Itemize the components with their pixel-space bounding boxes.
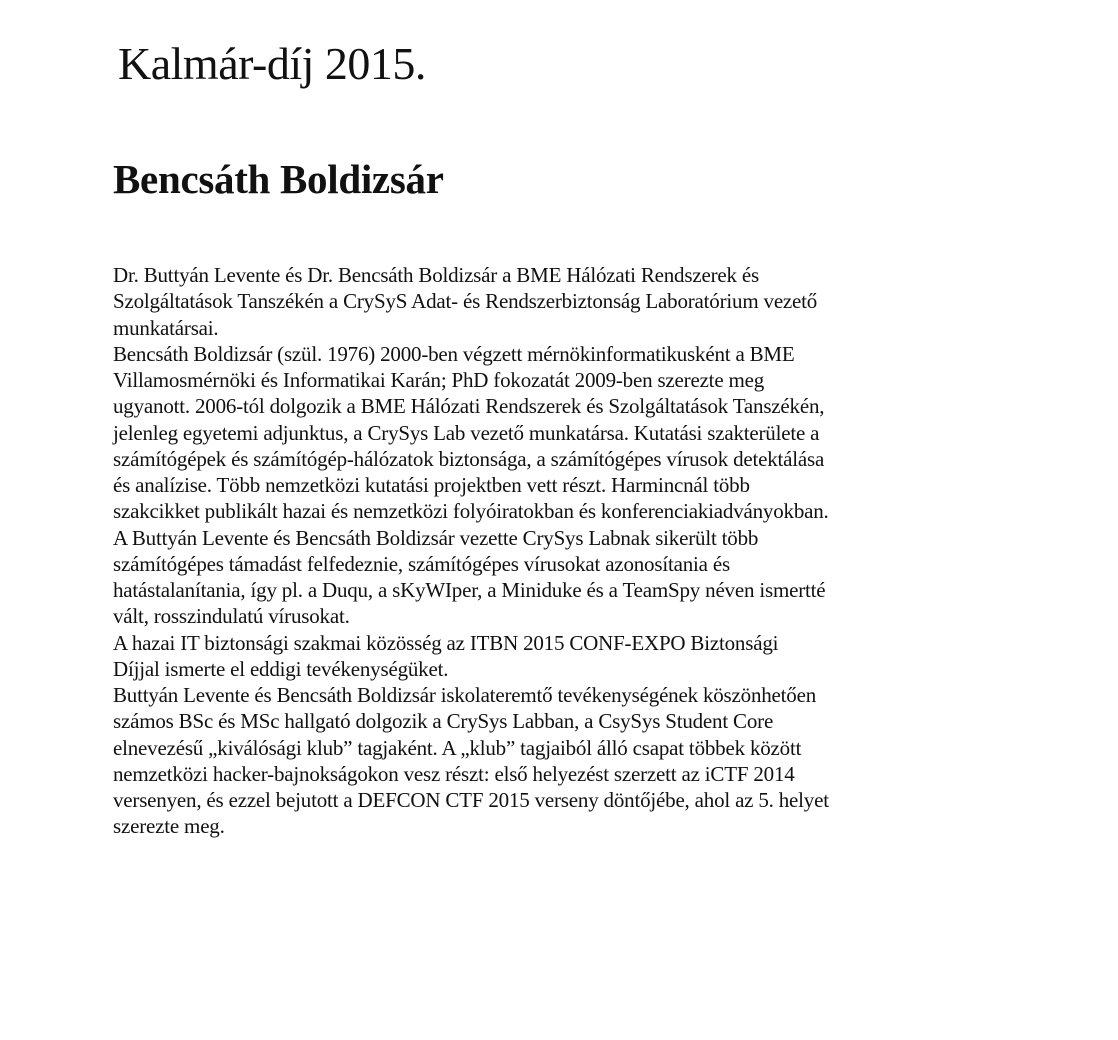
body-line: Díjjal ismerte el eddigi tevékenységüket. (113, 656, 449, 681)
body-line: és analízise. Több nemzetközi kutatási projektben vett részt. Harmincnál több (113, 473, 750, 497)
body-line: számítógépek és számítógép-hálózatok biztonsága, a számítógépes vírusok detektálása (113, 446, 825, 471)
body-line: elnevezésű „kiválósági klub” tagjaként. A „klub” tagjaiból álló csapat többek között (113, 735, 802, 760)
body-line: Bencsáth Boldizsár (szül. 1976) 2000-ben végzett mérnökinformatikusként a BME (113, 341, 795, 366)
body-line: számítógépes támadást felfedeznie, számítógépes vírusokat azonosítania és (113, 551, 730, 576)
body-line: A Buttyán Levente és Bencsáth Boldizsár vezette CrySys Labnak sikerült több (113, 525, 759, 550)
body-line: munkatársai. (113, 315, 219, 340)
body-line: Dr. Buttyán Levente és Dr. Bencsáth Boldizsár a BME Hálózati Rendszerek és (113, 263, 759, 287)
body-line: hatástalanítania, így pl. a Duqu, a sKyWIper, a Miniduke és a TeamSpy néven ismertté (113, 578, 826, 602)
body-line: számos BSc és MSc hallgató dolgozik a CrySys Labban, a CsySys Student Core (113, 709, 774, 734)
body-text (113, 262, 1053, 840)
body-line: jelenleg egyetemi adjunktus, a CrySys Lab vezető munkatársa. Kutatási szakterülete a (113, 420, 820, 445)
body-line: Buttyán Levente és Bencsáth Boldizsár iskolateremtő tevékenységének köszönhetően (113, 683, 817, 707)
body-line: Szolgáltatások Tanszékén a CrySyS Adat- és Rendszerbiztonság Laboratórium vezető (113, 289, 818, 314)
body-line: szerezte meg. (113, 814, 225, 839)
body-line: ugyanott. 2006-tól dolgozik a BME Hálózati Rendszerek és Szolgáltatások Tanszékén, (113, 394, 825, 419)
person-name-heading: Bencsáth Boldizsár (113, 156, 444, 202)
body-line: szakcikket publikált hazai és nemzetközi folyóiratokban és konferenciakiadványokban. (113, 499, 829, 524)
body-line: A hazai IT biztonsági szakmai közösség az ITBN 2015 CONF-EXPO Biztonsági (113, 630, 779, 655)
body-line: versenyen, és ezzel bejutott a DEFCON CTF 2015 verseny döntőjébe, ahol az 5. helyet (113, 788, 829, 812)
document-title: Kalmár-díj 2015. (118, 38, 426, 89)
body-line: vált, rosszindulatú vírusokat. (113, 604, 350, 629)
body-line: Villamosmérnöki és Informatikai Karán; PhD fokozatát 2009-ben szerezte meg (113, 368, 765, 392)
body-line: nemzetközi hacker-bajnokságokon vesz részt: első helyezést szerzett az iCTF 2014 (113, 761, 795, 786)
